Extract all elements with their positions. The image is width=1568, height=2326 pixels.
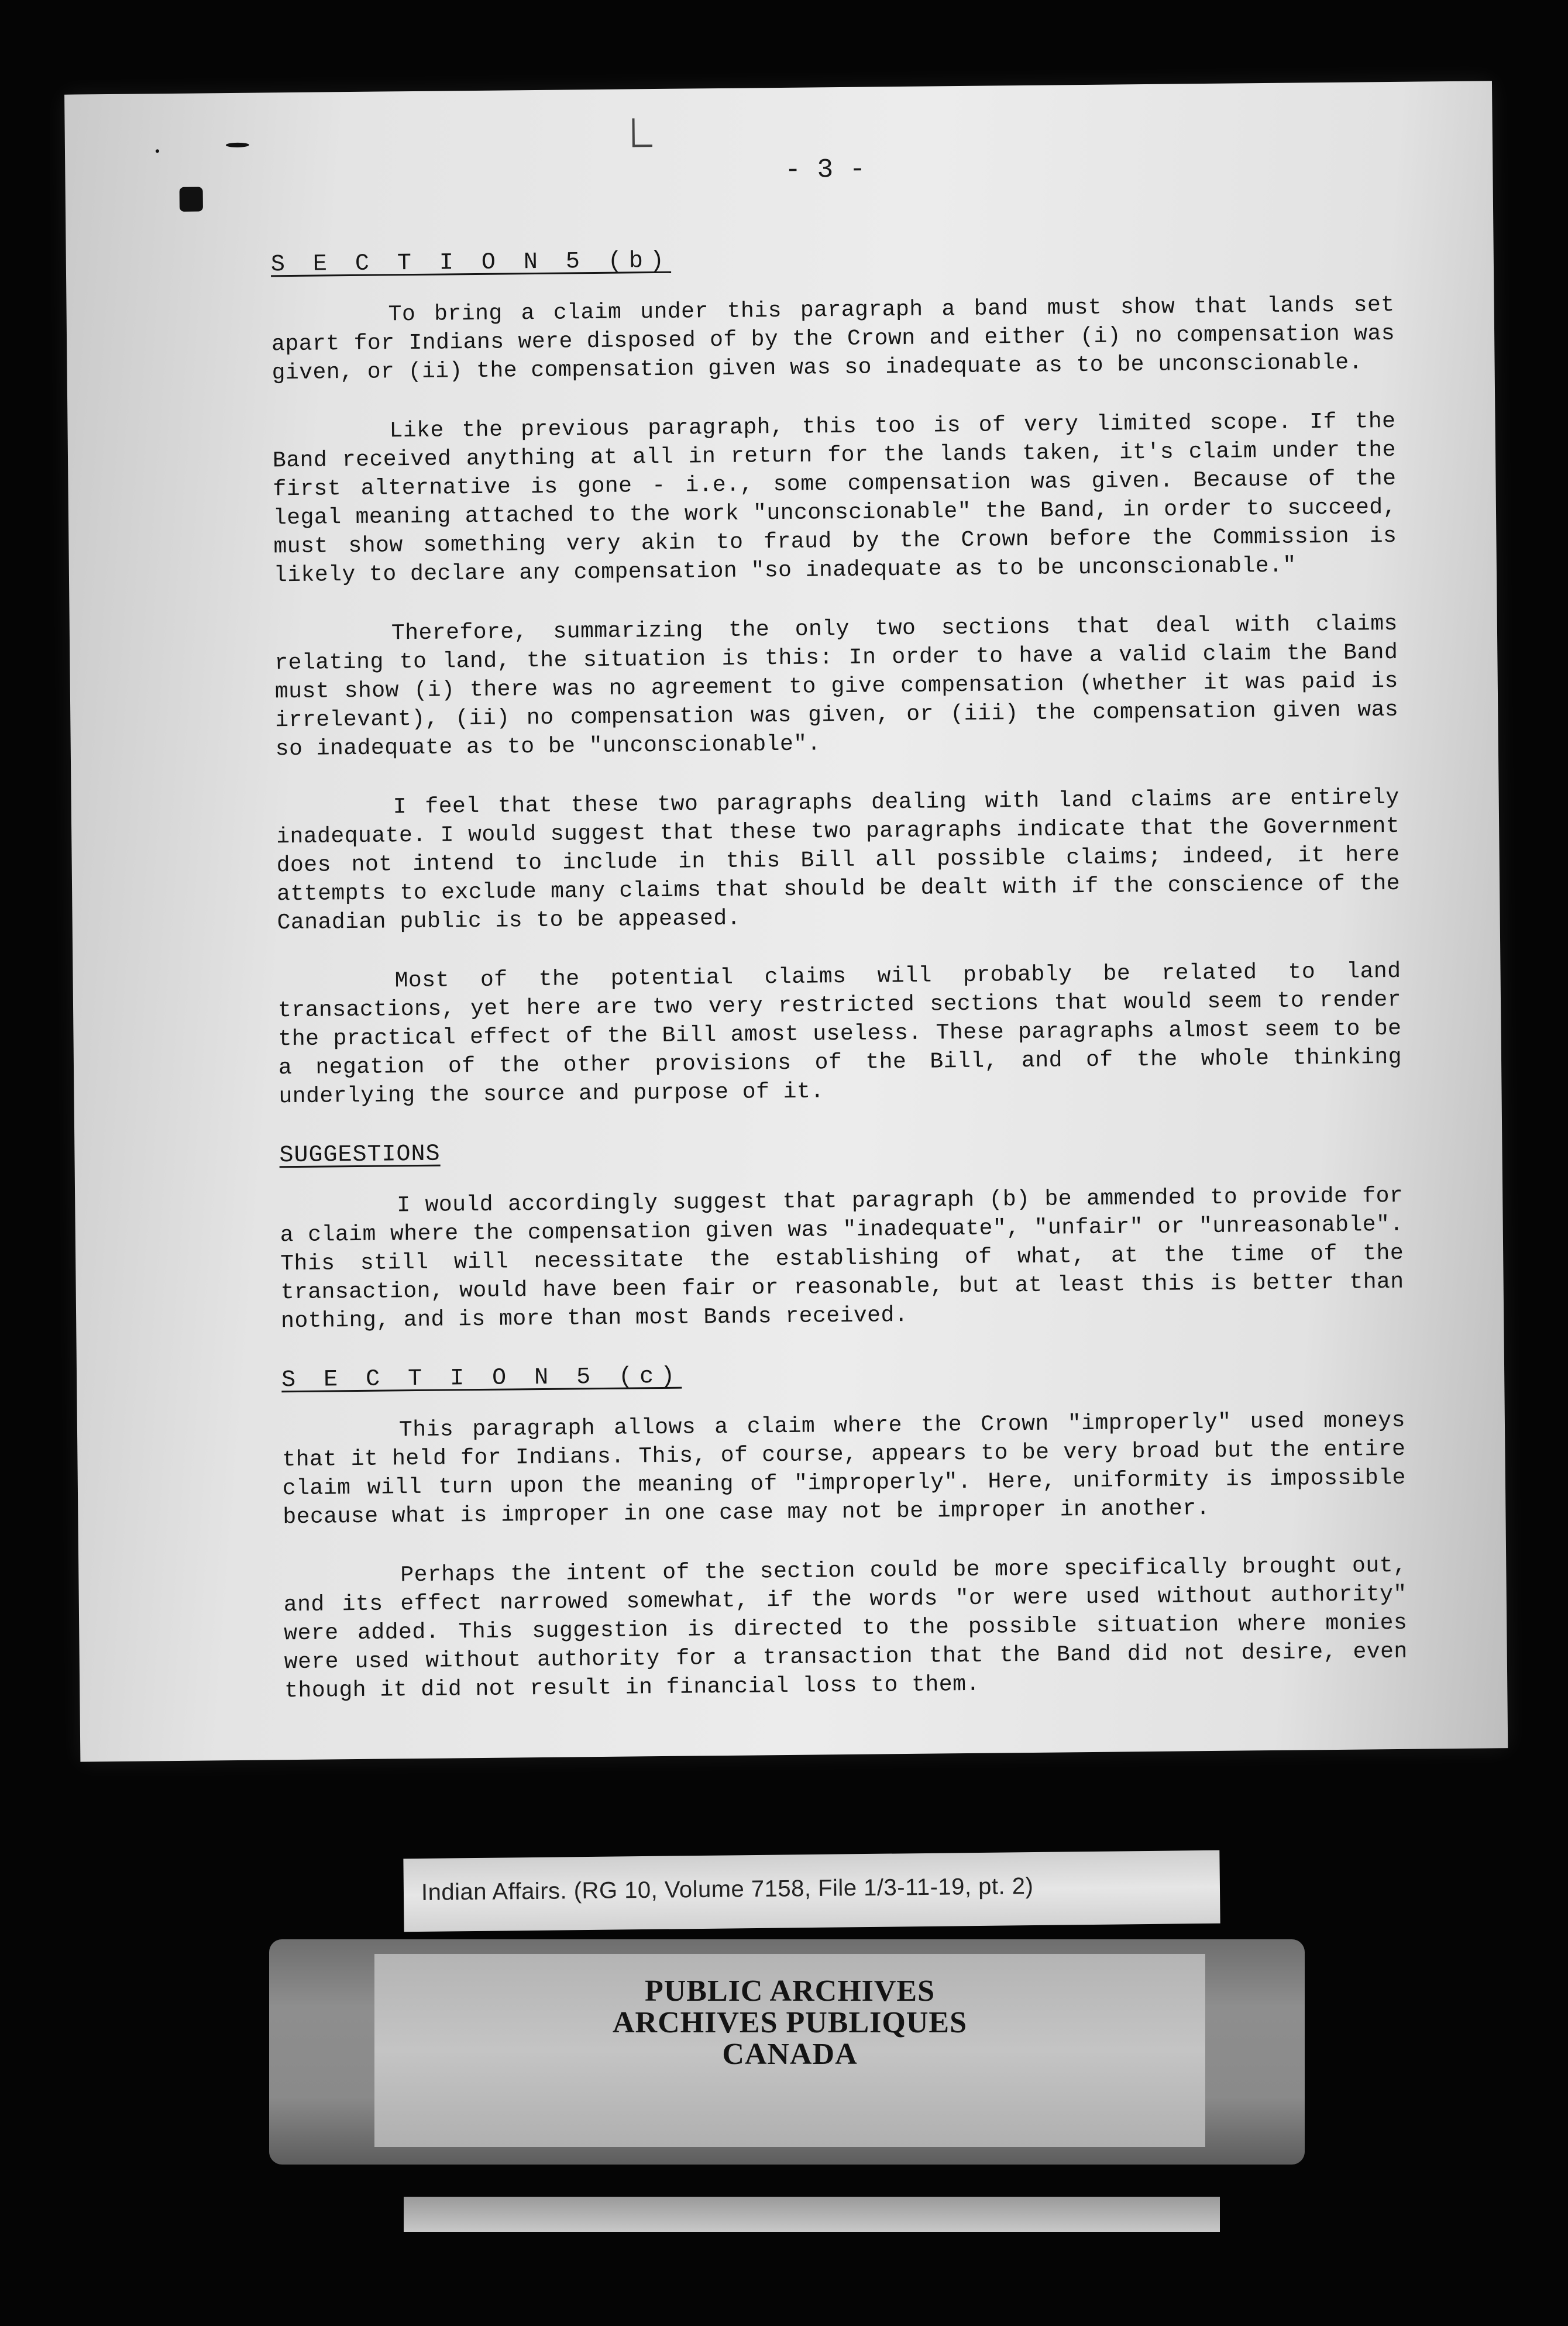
section-heading: SUGGESTIONS — [279, 1141, 441, 1169]
paragraph: Perhaps the intent of the section could be more specifically brought out, and its effect narrowed somewhat, if the words "or were used without authority" were added. This suggestion is directed to the possible situation where monies were used without authority for a transaction that the Band did not desire, even though it did not result in financial loss to them. — [283, 1553, 1408, 1704]
section-heading: S E C T I O N 5 (c) — [281, 1363, 682, 1394]
pencil-mark — [632, 118, 652, 147]
document-page — [64, 81, 1508, 1761]
paragraph: Like the previous paragraph, this too is of very limited scope. If the Band received anything at all in return for the lands taken, it's claim under the first alternative is gone - i.e., some compensation was given. Because of the legal meaning attached to the work "unconscionable" the Band, in order to succeed, must show something very akin to fraud by the Crown before the Commission is likely to declare any compensation "so inadequate as to be unconscionable." — [272, 408, 1397, 589]
scan-speck — [156, 149, 159, 153]
section-5b — [271, 240, 1402, 1111]
suggestions-section — [279, 1131, 1404, 1336]
scan-speck — [226, 143, 249, 147]
paragraph: I would accordingly suggest that paragraph (b) be ammended to provide for a claim where the compensation given was "inadequate", "unfair" or "unreasonable". This still will necessitate the establishing of what, at the time of the transaction, would have been fair or reasonable, but at least this is better than nothing, and is more than most Bands received. — [280, 1183, 1404, 1334]
archive-reference: Indian Affairs. (RG 10, Volume 7158, File 1/3-11-19, pt. 2) — [421, 1873, 1034, 1905]
paragraph: Most of the potential claims will probably be related to land transactions, yet here are two very restricted sections that would seem to render the practical effect of the Bill amost useless. These paragraphs almost seem to be a negation of the other provisions of the Bill, and of the whole thinking underlying the source and purpose of it. — [277, 958, 1402, 1110]
stamp-line: ARCHIVES PUBLIQUES — [612, 2006, 968, 2039]
page-number: - 3 - — [785, 154, 866, 185]
archive-reference-card — [403, 1850, 1220, 1932]
document-body — [271, 240, 1408, 1705]
stamp-line: CANADA — [722, 2038, 858, 2071]
film-strip — [404, 2197, 1220, 2232]
section-5c — [281, 1355, 1408, 1705]
archives-stamp — [374, 1954, 1205, 2147]
paragraph: To bring a claim under this paragraph a band must show that lands set apart for Indians were disposed of by the Crown and either (i) no compensation was given, or (ii) the compensation given was so inadequate as to be unconscionable. — [271, 292, 1395, 386]
paragraph: This paragraph allows a claim where the Crown "improperly" used moneys that it held for Indians. This, of course, appears to be very broad but the entire claim will turn upon the meaning of "improperly". Here, uniformity is impossible because what is improper in one case may not be improper in another. — [282, 1408, 1407, 1530]
section-heading: S E C T I O N 5 (b) — [270, 247, 672, 278]
paragraph: Therefore, summarizing the only two sections that deal with claims relating to land, the situation is this: In order to have a valid claim the Band must show (i) there was no agreement to give compensation (whether it was paid is irrelevant), (ii) no compensation was given, or (iii) the compensation given was so inadequate as to be "unconscionable". — [274, 611, 1399, 762]
stamp-line: PUBLIC ARCHIVES — [644, 1974, 936, 2008]
paragraph: I feel that these two paragraphs dealing with land claims are entirely inadequate. I would suggest that these two paragraphs indicate that the Government does not intend to include in this Bill all possible claims; indeed, it here attempts to exclude many claims that should be dealt with if the conscience of the Canadian public is to be appeased. — [276, 784, 1401, 936]
scan-speck — [180, 187, 203, 211]
